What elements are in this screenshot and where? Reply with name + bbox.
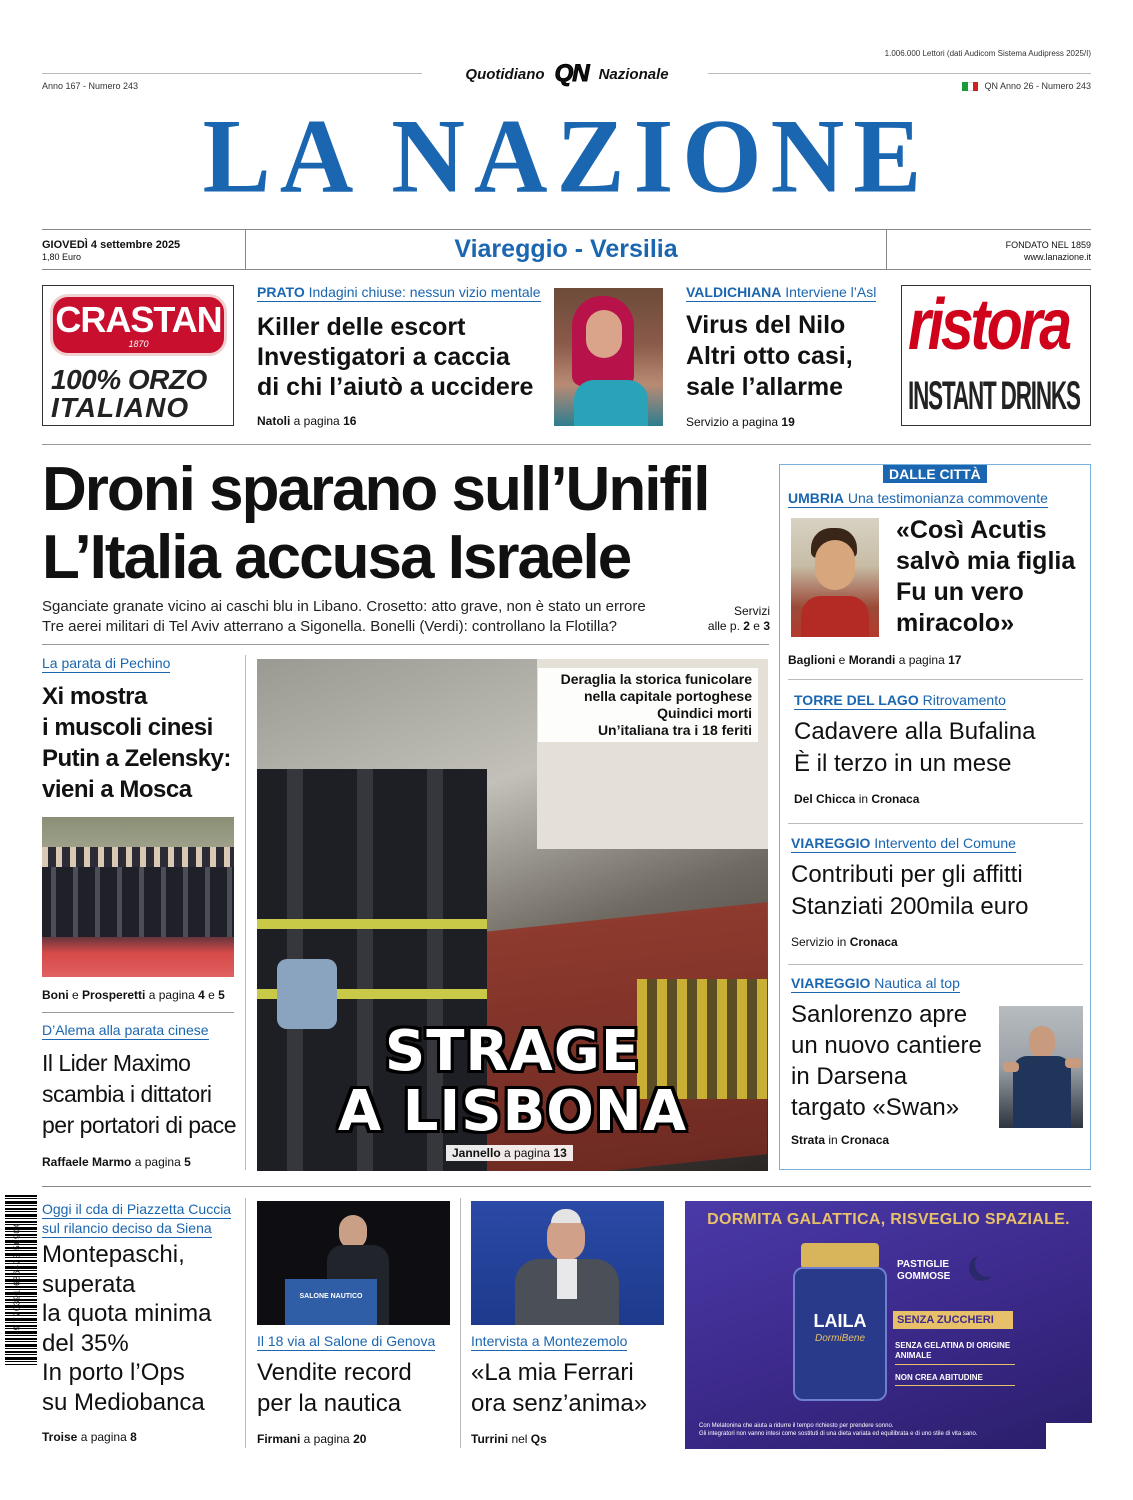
- kicker-valdichiana: VALDICHIANA Interviene l’Asl: [686, 284, 877, 300]
- byline-nautica: Firmani a pagina 20: [257, 1432, 367, 1446]
- headline-nautica: Vendite record per la nautica: [257, 1359, 412, 1417]
- headline-pechino: Xi mostra i muscoli cinesi Putin a Zelensky: vieni a Mosca: [42, 683, 231, 803]
- byline-ferrari: Turrini nel Qs: [471, 1432, 547, 1446]
- kicker-pechino: La parata di Pechino: [42, 655, 171, 671]
- masthead-title: LA NAZIONE: [202, 97, 931, 216]
- headline-umbria[interactable]: «Così Acutis salvò mia figlia Fu un vero miracolo»: [896, 516, 1076, 637]
- ristora-logo: ristora: [908, 285, 1069, 365]
- qn-header: Quotidiano QN Nazionale: [465, 60, 669, 87]
- headline-viareggio-1: Contributi per gli affitti Stanziati 200mila euro: [791, 861, 1029, 920]
- headline-montepaschi: Montepaschi, superata la quota minima del 35% In porto l’Ops su Mediobanca: [42, 1241, 212, 1416]
- laila-ad[interactable]: DORMITA GALATTICA, RISVEGLIO SPAZIALE. LAILA DormiBene PASTIGLIE GOMMOSE SENZA ZUCCHERI SENZA GELATINA DI ORIGINE ANIMALE NON CREA ABITUDINE Con Melatonina che aiuta a ridurre il tempo richiesto per prendere sonno. Gli integratori non vanno intesi come sostituti di una dieta variata ed equilibrata e di uno stile di vita sano.: [685, 1201, 1092, 1449]
- kicker-prato: PRATO Indagini chiuse: nessun vizio mentale: [257, 284, 541, 300]
- photo-escort: [554, 288, 663, 426]
- byline-prato: Natoli a pagina 16: [257, 414, 357, 428]
- photo-sanlorenzo: [999, 1006, 1083, 1128]
- kicker-ferrari: Intervista a Montezemolo: [471, 1333, 628, 1349]
- anno-right: QN Anno 26 - Numero 243: [962, 81, 1091, 91]
- laila-headline: DORMITA GALATTICA, RISVEGLIO SPAZIALE.: [707, 1211, 1070, 1228]
- story-pechino[interactable]: [42, 655, 234, 805]
- kicker-viareggio-1: VIAREGGIO Intervento del Comune: [791, 835, 1016, 851]
- kicker-torre: TORRE DEL LAGO Ritrovamento: [794, 692, 1006, 708]
- lisbona-title: STRAGE A LISBONA: [337, 1019, 688, 1144]
- kicker-montepaschi: Oggi il cda di Piazzetta Cuccia sul rilancio deciso da Siena: [42, 1201, 232, 1236]
- lisbona-caption: Deraglia la storica funicolare nella capitale portoghese Quindici morti Un’italiana tra i 18 feriti: [538, 668, 758, 742]
- italian-flag-icon: [962, 82, 978, 91]
- story-umbria[interactable]: [788, 490, 1086, 508]
- ristora-ad[interactable]: ristora INSTANT DRINKS: [901, 285, 1091, 426]
- byline-viareggio-2: Strata in Cronaca: [791, 1133, 890, 1147]
- anno-left: Anno 167 - Numero 243: [42, 81, 139, 91]
- headline-torre: Cadavere alla Bufalina È il terzo in un mese: [794, 718, 1036, 777]
- byline-viareggio-1: Servizio in Cronaca: [791, 935, 898, 949]
- story-prato[interactable]: [257, 284, 547, 428]
- moon-icon: [975, 1251, 1001, 1277]
- headline-ferrari: «La mia Ferrari ora senz’anima»: [471, 1359, 648, 1417]
- founded-note: FONDATO NEL 1859: [1005, 240, 1091, 250]
- kicker-viareggio-2: VIAREGGIO Nautica al top: [791, 975, 960, 991]
- byline-montepaschi: Troise a pagina 8: [42, 1430, 137, 1444]
- dalle-citta-label: DALLE CITTÀ: [883, 465, 987, 483]
- byline-umbria: Baglioni e Morandi a pagina 17: [788, 653, 962, 667]
- issue-price: 1,80 Euro: [42, 252, 82, 262]
- main-pages: Servizi alle p. 2 e 3: [707, 604, 770, 633]
- readers-note: 1.006.000 Lettori (dati Audicom Sistema Audipress 2025/I): [884, 49, 1091, 58]
- story-viareggio-nautica[interactable]: [791, 975, 1001, 1147]
- byline-dalema: Raffaele Marmo a pagina 5: [42, 1155, 191, 1169]
- issue-date: GIOVEDÌ 4 settembre 2025: [42, 239, 181, 251]
- story-torre-del-lago[interactable]: [794, 692, 1084, 806]
- photo-parade: [42, 817, 234, 977]
- story-valdichiana[interactable]: [686, 284, 886, 429]
- qn-logo: QN: [554, 60, 589, 87]
- byline-valdichiana: Servizio a pagina 19: [686, 415, 795, 429]
- headline-dalema: Il Lider Maximo scambia i dittatori per portatori di pace: [42, 1050, 237, 1138]
- headline-prato: Killer delle escort Investigatori a caccia di chi l’aiutò a uccidere: [257, 313, 534, 401]
- photo-montezemolo: [471, 1201, 664, 1325]
- headline-valdichiana: Virus del Nilo Altri otto casi, sale l’allarme: [686, 311, 853, 401]
- main-subheadline: Sganciate granate vicino ai caschi blu in Libano. Crosetto: atto grave, non è stato un errore Tre aerei militari di Tel Aviv atterrano a Sigonella. Bonelli (Verdi): controllano la Flotilla?: [42, 598, 646, 635]
- byline-torre: Del Chicca in Cronaca: [794, 792, 920, 806]
- podium: SALONE NAUTICO: [285, 1279, 377, 1325]
- barcode-number: 9 770391 686473 50904: [12, 1222, 22, 1331]
- kicker-dalema: D’Alema alla parata cinese: [42, 1022, 209, 1038]
- story-dalema[interactable]: [42, 1022, 242, 1169]
- website[interactable]: www.lanazione.it: [1023, 252, 1091, 262]
- crastan-logo: CRASTAN 1870: [50, 294, 227, 356]
- story-montepaschi[interactable]: [42, 1200, 242, 1444]
- headline-viareggio-2: Sanlorenzo apre un nuovo cantiere in Darsena targato «Swan»: [791, 1001, 982, 1121]
- main-headline[interactable]: Droni sparano sull’Unifil L’Italia accusa Israele: [42, 455, 709, 592]
- story-nautica[interactable]: [257, 1333, 457, 1446]
- byline-lisbona: Jannello a pagina 13: [446, 1145, 573, 1161]
- story-ferrari[interactable]: [471, 1333, 671, 1446]
- story-viareggio-affitti[interactable]: [791, 835, 1085, 949]
- photo-salone: [257, 1201, 450, 1325]
- byline-pechino: Boni e Prosperetti a pagina 4 e 5: [42, 988, 225, 1002]
- kicker-nautica: Il 18 via al Salone di Genova: [257, 1333, 436, 1349]
- kicker-umbria: UMBRIA Una testimonianza commovente: [788, 490, 1048, 506]
- edition-name: Viareggio - Versilia: [454, 235, 678, 263]
- photo-acutis: [791, 518, 879, 637]
- laila-jar: LAILA DormiBene: [793, 1243, 887, 1401]
- crastan-ad[interactable]: CRASTAN 1870 100% ORZO ITALIANO: [42, 285, 234, 426]
